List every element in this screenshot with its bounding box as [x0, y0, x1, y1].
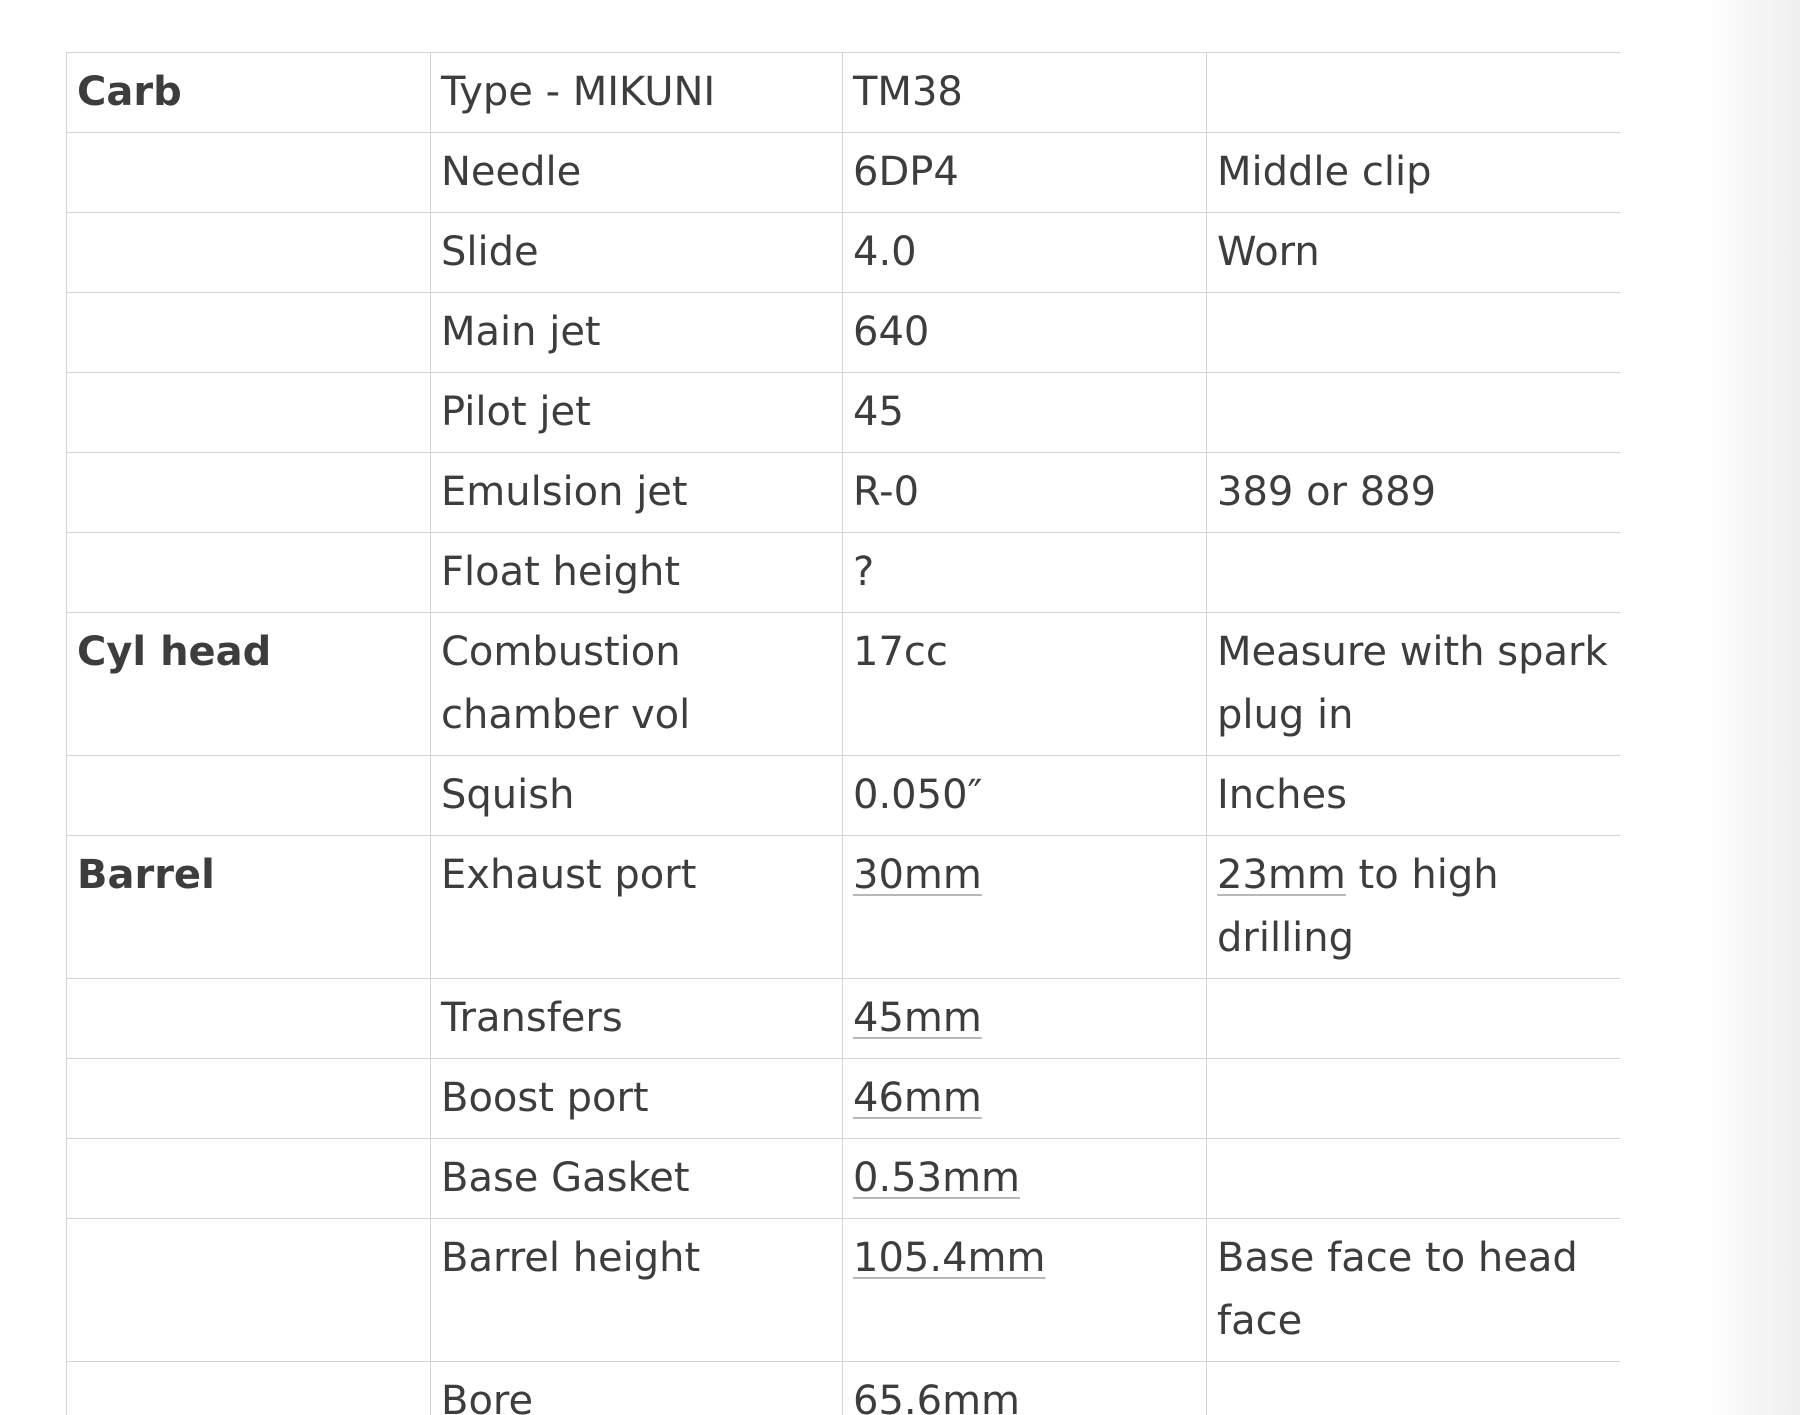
- note-cell: Middle clip: [1207, 133, 1621, 213]
- value-cell: [843, 979, 1207, 1059]
- value-cell: R-0: [843, 453, 1207, 533]
- parameter-cell: Main jet: [431, 293, 843, 373]
- note-cell: [1207, 836, 1621, 979]
- table-row: [67, 453, 1621, 533]
- note-cell: [1207, 293, 1621, 373]
- note-text: to high drilling: [1217, 852, 1499, 961]
- table-row: [67, 1219, 1621, 1362]
- value-cell: [843, 1139, 1207, 1219]
- note-cell: Worn: [1207, 213, 1621, 293]
- section-cell: [67, 1139, 431, 1219]
- note-cell: [1207, 533, 1621, 613]
- parameter-cell: Base Gasket: [431, 1139, 843, 1219]
- value-cell: [843, 1059, 1207, 1139]
- table-row: [67, 53, 1621, 133]
- note-cell: Base face to head face: [1207, 1219, 1621, 1362]
- parameter-cell: Boost port: [431, 1059, 843, 1139]
- note-cell: [1207, 373, 1621, 453]
- parameter-cell: Slide: [431, 213, 843, 293]
- value-cell: [843, 836, 1207, 979]
- value-cell: 0.050″: [843, 756, 1207, 836]
- value-cell: TM38: [843, 53, 1207, 133]
- table-row: [67, 979, 1621, 1059]
- parameter-cell: Float height: [431, 533, 843, 613]
- section-cell: [67, 979, 431, 1059]
- page-edge-shadow: [1710, 0, 1800, 1415]
- parameter-cell: Transfers: [431, 979, 843, 1059]
- value-cell: 6DP4: [843, 133, 1207, 213]
- note-cell: [1207, 979, 1621, 1059]
- value-cell: 4.0: [843, 213, 1207, 293]
- table-row: [67, 133, 1621, 213]
- value-cell: [843, 1362, 1207, 1415]
- parameter-cell: Pilot jet: [431, 373, 843, 453]
- measurement-link[interactable]: 45mm: [853, 995, 982, 1041]
- table-row: [67, 533, 1621, 613]
- note-cell: [1207, 1139, 1621, 1219]
- measurement-link[interactable]: 23mm: [1217, 852, 1346, 898]
- section-cell: [67, 213, 431, 293]
- parameter-cell: Combustion chamber vol: [431, 613, 843, 756]
- section-cell: [67, 1059, 431, 1139]
- note-cell: [1207, 1362, 1621, 1415]
- value-cell: 17cc: [843, 613, 1207, 756]
- value-cell: [843, 1219, 1207, 1362]
- section-cell: [67, 373, 431, 453]
- measurement-link[interactable]: 65.6mm: [853, 1378, 1020, 1415]
- parameter-cell: Bore: [431, 1362, 843, 1415]
- value-cell: ?: [843, 533, 1207, 613]
- section-cell: [67, 293, 431, 373]
- table-row: [67, 293, 1621, 373]
- parameter-cell: Needle: [431, 133, 843, 213]
- note-cell: [1207, 53, 1621, 133]
- section-cell: [67, 756, 431, 836]
- table-row: [67, 1362, 1621, 1415]
- measurement-link[interactable]: 0.53mm: [853, 1155, 1020, 1201]
- section-cell: [67, 453, 431, 533]
- table-row: [67, 613, 1621, 756]
- table-row: [67, 836, 1621, 979]
- section-cell: [67, 533, 431, 613]
- table-row: [67, 373, 1621, 453]
- value-cell: 640: [843, 293, 1207, 373]
- section-cell: [67, 1219, 431, 1362]
- note-cell: Measure with spark plug in: [1207, 613, 1621, 756]
- parameter-cell: Type - MIKUNI: [431, 53, 843, 133]
- parameter-cell: Exhaust port: [431, 836, 843, 979]
- table-row: [67, 1059, 1621, 1139]
- note-cell: Inches: [1207, 756, 1621, 836]
- section-cell: Barrel: [67, 836, 431, 979]
- note-cell: 389 or 889: [1207, 453, 1621, 533]
- measurement-link[interactable]: 46mm: [853, 1075, 982, 1121]
- value-cell: 45: [843, 373, 1207, 453]
- spec-table-container: [66, 52, 1620, 1415]
- section-cell: [67, 133, 431, 213]
- table-row: [67, 756, 1621, 836]
- engine-spec-table: [66, 52, 1620, 1415]
- parameter-cell: Emulsion jet: [431, 453, 843, 533]
- parameter-cell: Squish: [431, 756, 843, 836]
- section-cell: [67, 1362, 431, 1415]
- section-cell: Carb: [67, 53, 431, 133]
- table-row: [67, 1139, 1621, 1219]
- measurement-link[interactable]: 105.4mm: [853, 1235, 1046, 1281]
- table-row: [67, 213, 1621, 293]
- parameter-cell: Barrel height: [431, 1219, 843, 1362]
- measurement-link[interactable]: 30mm: [853, 852, 982, 898]
- section-cell: Cyl head: [67, 613, 431, 756]
- note-cell: [1207, 1059, 1621, 1139]
